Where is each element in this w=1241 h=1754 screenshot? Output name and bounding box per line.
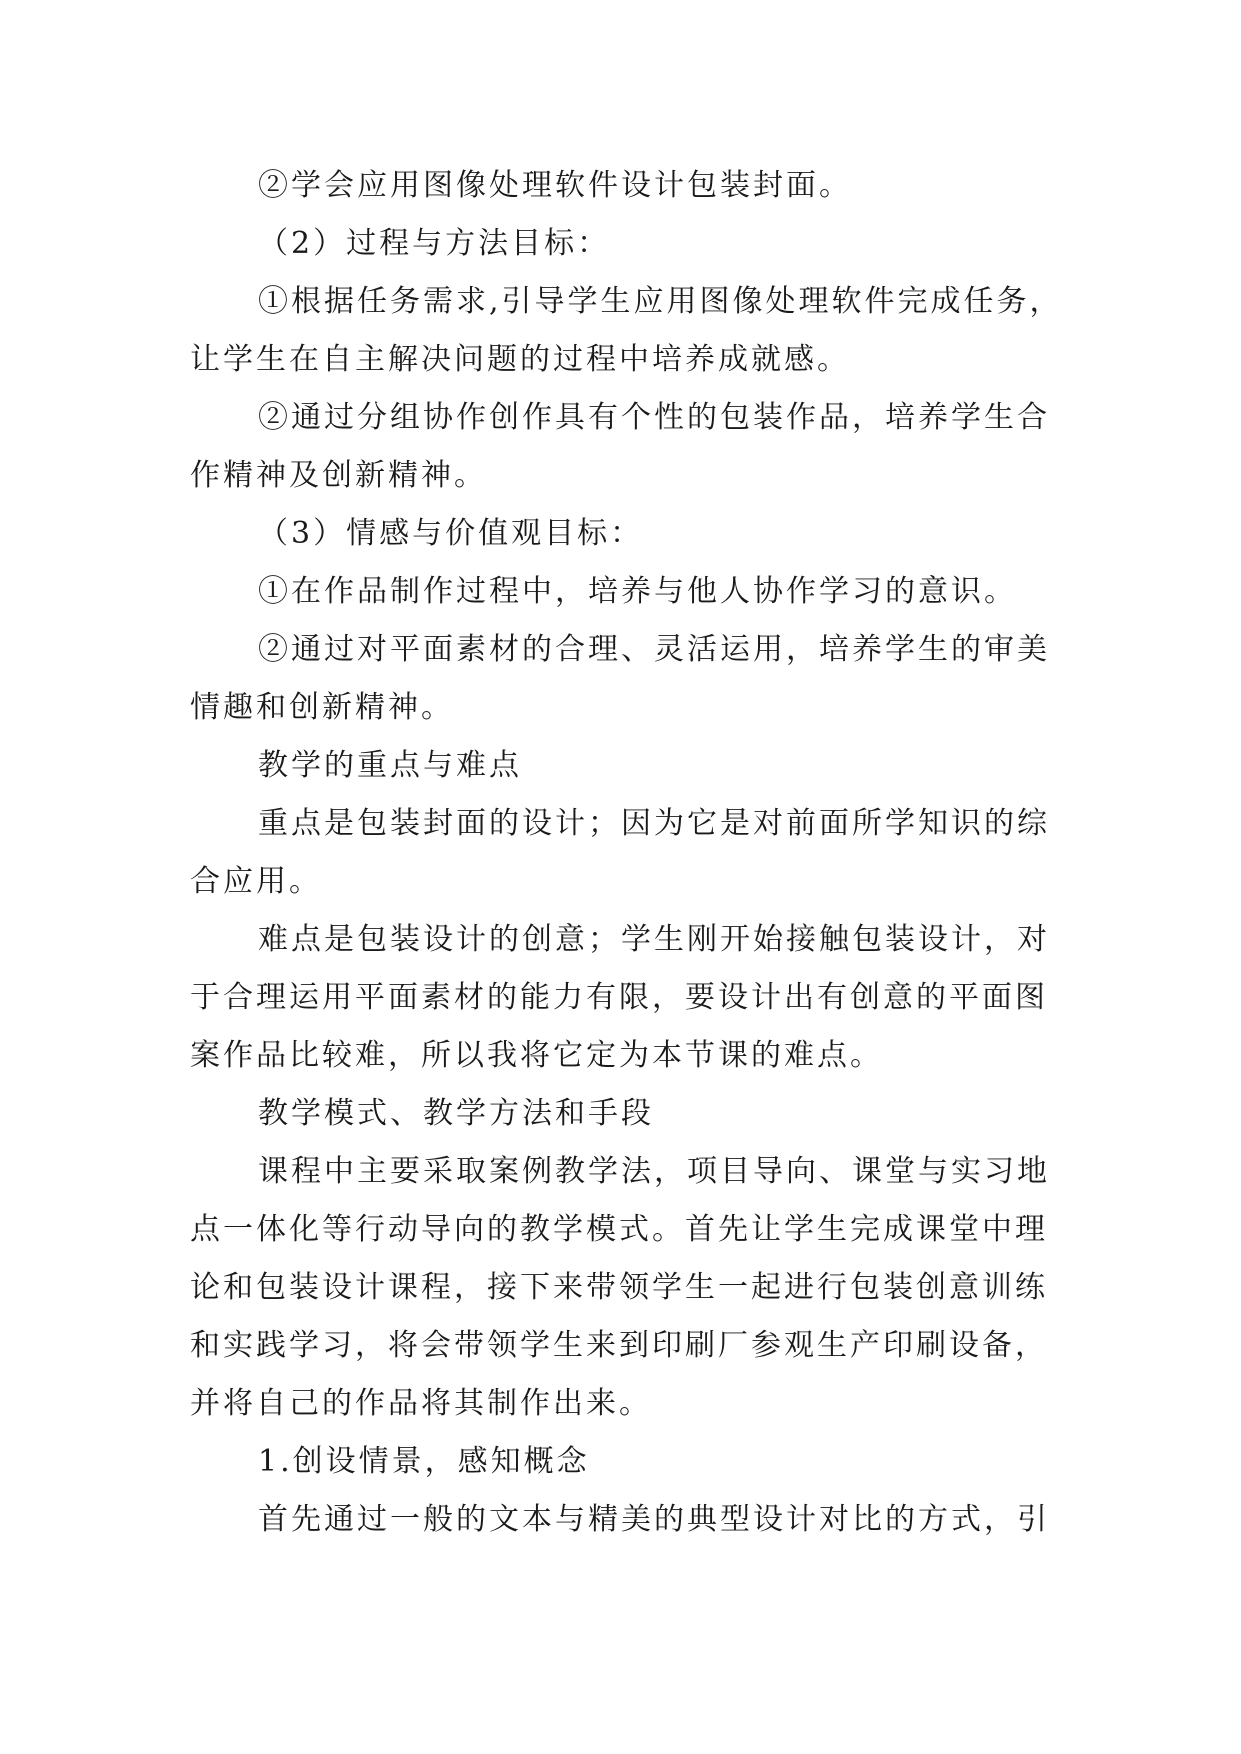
- paragraph-line: 课程中主要采取案例教学法，项目导向、课堂与实习地: [258, 1154, 1050, 1189]
- paragraph-line: 让学生在自主解决问题的过程中培养成就感。: [190, 342, 850, 377]
- paragraph-line: 论和包装设计课程，接下来带领学生一起进行包装创意训练: [190, 1270, 1048, 1305]
- section-heading: 教学的重点与难点: [258, 748, 522, 783]
- paragraph-line: 于合理运用平面素材的能力有限，要设计出有创意的平面图: [190, 980, 1048, 1015]
- paragraph-line: ②通过分组协作创作具有个性的包装作品，培养学生合: [258, 400, 1050, 435]
- paragraph-line: ②学会应用图像处理软件设计包装封面。: [258, 168, 852, 203]
- paragraph-line: ①根据任务需求,引导学生应用图像处理软件完成任务，: [258, 284, 1063, 319]
- paragraph-line: 难点是包装设计的创意；学生刚开始接触包装设计，对: [258, 922, 1050, 957]
- section-heading: （3）情感与价值观目标：: [258, 516, 644, 551]
- paragraph-line: ②通过对平面素材的合理、灵活运用，培养学生的审美: [258, 632, 1050, 667]
- paragraph-line: 和实践学习，将会带领学生来到印刷厂参观生产印刷设备，: [190, 1328, 1048, 1363]
- section-heading: （2）过程与方法目标：: [258, 226, 611, 261]
- paragraph-line: 重点是包装封面的设计；因为它是对前面所学知识的综: [258, 806, 1050, 841]
- paragraph-line: 案作品比较难，所以我将它定为本节课的难点。: [190, 1038, 883, 1073]
- section-heading: 教学模式、教学方法和手段: [258, 1096, 654, 1131]
- paragraph-line: 作精神及创新精神。: [190, 458, 487, 493]
- paragraph-line: 点一体化等行动导向的教学模式。首先让学生完成课堂中理: [190, 1212, 1048, 1247]
- paragraph-line: 情趣和创新精神。: [190, 690, 454, 725]
- paragraph-line: ①在作品制作过程中，培养与他人协作学习的意识。: [258, 574, 1017, 609]
- section-heading: 1.创设情景，感知概念: [258, 1444, 590, 1479]
- paragraph-line: 合应用。: [190, 864, 322, 899]
- paragraph-line: 并将自己的作品将其制作出来。: [190, 1386, 652, 1421]
- paragraph-line: 首先通过一般的文本与精美的典型设计对比的方式，引: [258, 1502, 1050, 1537]
